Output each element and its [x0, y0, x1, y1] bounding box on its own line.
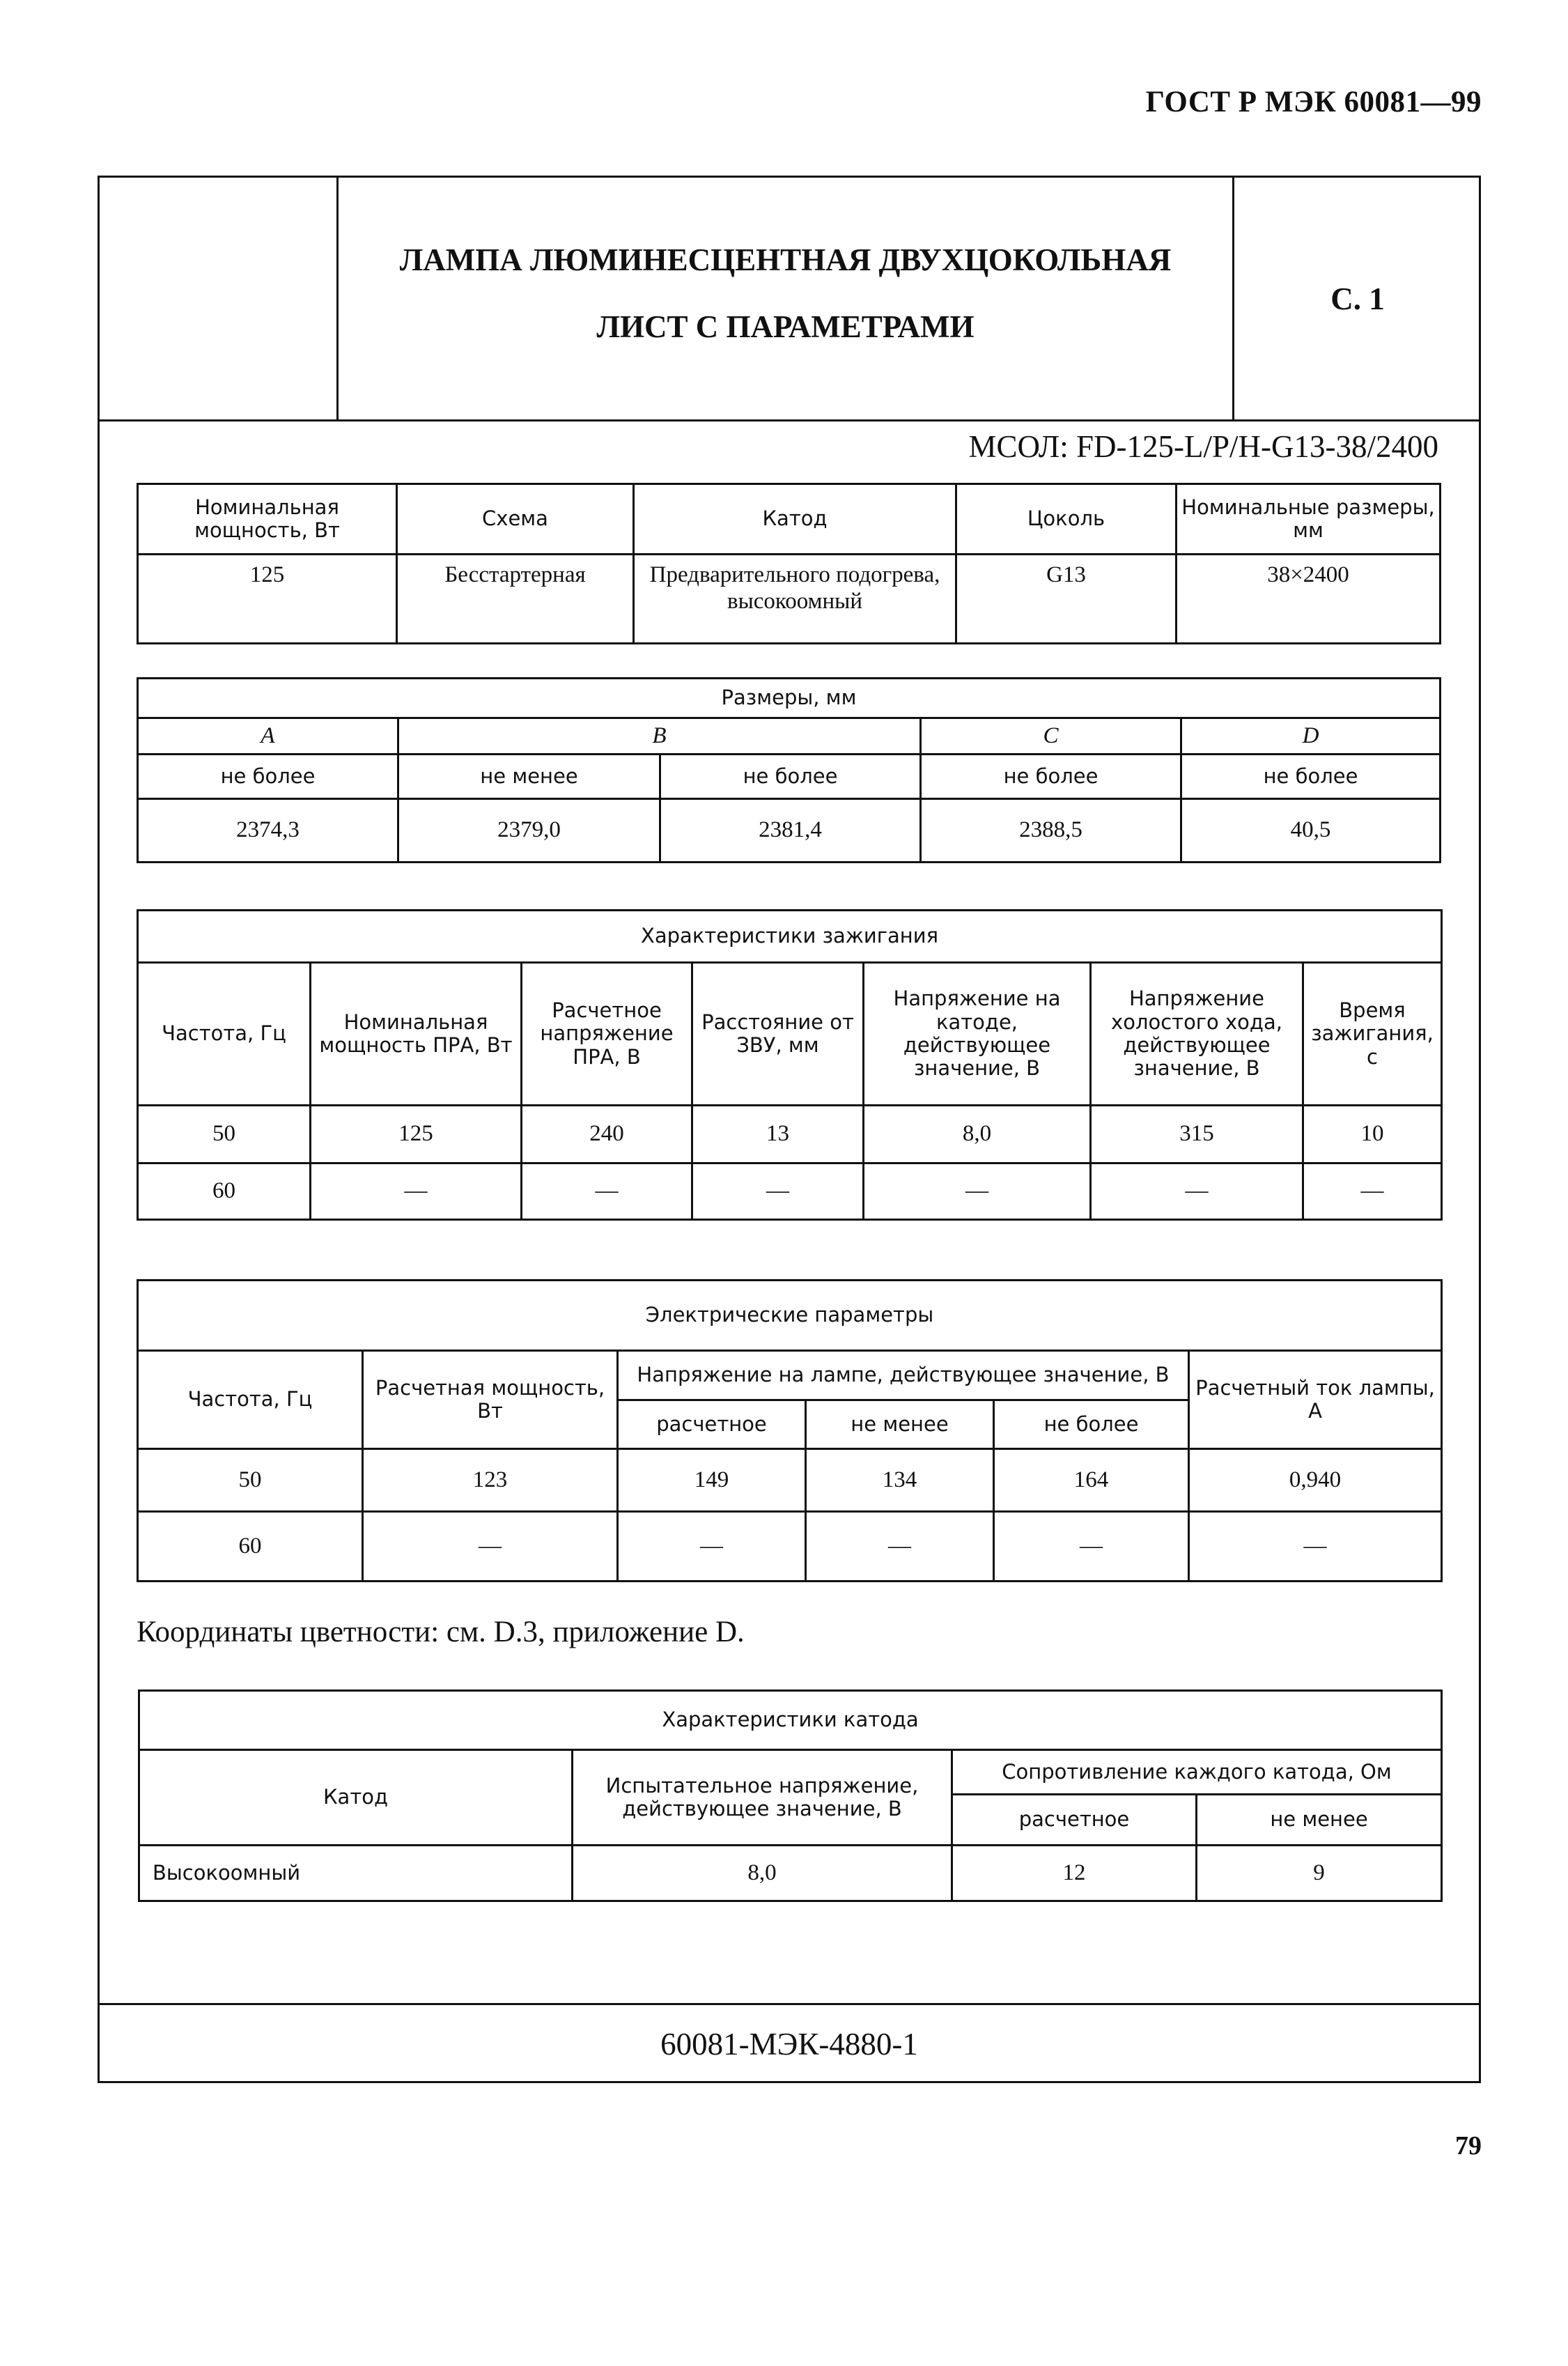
sheet-code-footer [100, 2003, 1479, 2083]
cathode-cell: 12 [952, 1846, 1197, 1901]
ignition-title: Характеристики зажигания [138, 911, 1442, 963]
electrical-cell: 0,940 [1189, 1449, 1442, 1512]
dim-limit: не более [921, 755, 1181, 799]
header-cap: Цоколь [956, 484, 1177, 555]
electrical-header-current: Расчетный ток лампы, А [1189, 1351, 1442, 1449]
dimensions-table [137, 677, 1441, 863]
dim-limit: не более [1181, 755, 1441, 799]
electrical-cell: — [618, 1512, 806, 1582]
ignition-table [137, 909, 1443, 1221]
electrical-header-frequency: Частота, Гц [138, 1351, 363, 1449]
cathode-subheader: расчетное [952, 1795, 1197, 1846]
dim-value: 2374,3 [138, 799, 398, 863]
dim-limit: не более [138, 755, 398, 799]
ignition-header: Расчетное напряжение ПРА, В [522, 963, 692, 1106]
electrical-subheader: не менее [806, 1400, 994, 1449]
electrical-cell: 50 [138, 1449, 363, 1512]
ignition-cell: — [692, 1163, 864, 1220]
ignition-header: Напряжение холостого хода, действующее значение, В [1091, 963, 1303, 1106]
sheet-title: ЛАМПА ЛЮМИНЕСЦЕНТНАЯ ДВУХЦОКОЛЬНАЯ [399, 242, 1172, 277]
dim-letter-c: C [921, 718, 1181, 755]
value-dimensions: 38×2400 [1177, 555, 1441, 644]
electrical-cell: 164 [994, 1449, 1189, 1512]
dimensions-title: Размеры, мм [138, 679, 1441, 718]
title-block [100, 178, 1479, 422]
cathode-cell: 9 [1197, 1846, 1442, 1901]
ignition-cell: — [1091, 1163, 1303, 1220]
ignition-cell: — [864, 1163, 1091, 1220]
chromaticity-note: Координаты цветности: см. D.3, приложение D. [137, 1616, 745, 1648]
electrical-cell: 149 [618, 1449, 806, 1512]
cathode-title: Характеристики катода [139, 1691, 1442, 1750]
dim-value: 2379,0 [398, 799, 660, 863]
ignition-cell: 8,0 [864, 1106, 1091, 1163]
page-number: 79 [1455, 2131, 1482, 2160]
ignition-header: Частота, Гц [138, 963, 311, 1106]
ignition-cell: 13 [692, 1106, 864, 1163]
electrical-cell: — [806, 1512, 994, 1582]
dim-limit: не более [660, 755, 921, 799]
electrical-header-power: Расчетная мощность, Вт [363, 1351, 618, 1449]
electrical-subheader: не более [994, 1400, 1189, 1449]
value-power: 125 [138, 555, 397, 644]
header-dimensions: Номинальные размеры, мм [1177, 484, 1441, 555]
ignition-cell: 125 [311, 1106, 522, 1163]
ignition-cell: — [1303, 1163, 1442, 1220]
dim-letter-a: A [138, 718, 398, 755]
cathode-subheader: не менее [1197, 1795, 1442, 1846]
ignition-cell: 240 [522, 1106, 692, 1163]
header-power: Номинальная мощность, Вт [138, 484, 397, 555]
ignition-header: Время зажигания, с [1303, 963, 1442, 1106]
lamp-designation: МСОЛ: FD-125-L/P/H-G13-38/2400 [968, 429, 1438, 464]
electrical-cell: — [363, 1512, 618, 1582]
title-left-cell [100, 178, 339, 419]
dim-letter-d: D [1181, 718, 1441, 755]
electrical-cell: 60 [138, 1512, 363, 1582]
sheet-page-label: С. 1 [1330, 281, 1385, 316]
cathode-header-resistance: Сопротивление каждого катода, Ом [952, 1750, 1442, 1795]
lamp-table [137, 483, 1441, 644]
cathode-table [138, 1690, 1443, 1902]
dim-value: 2388,5 [921, 799, 1181, 863]
dim-limit: не менее [398, 755, 660, 799]
ignition-cell: 315 [1091, 1106, 1303, 1163]
ignition-cell: — [522, 1163, 692, 1220]
value-scheme: Бесстартерная [397, 555, 634, 644]
ignition-cell: — [311, 1163, 522, 1220]
cathode-header-type: Катод [139, 1750, 573, 1846]
cathode-cell: Высокоомный [139, 1846, 573, 1901]
ignition-cell: 50 [138, 1106, 311, 1163]
title-center-cell [339, 178, 1234, 419]
electrical-cell: — [1189, 1512, 1442, 1582]
dim-value: 2381,4 [660, 799, 921, 863]
data-sheet-frame [98, 176, 1481, 2083]
electrical-cell: — [994, 1512, 1189, 1582]
ignition-cell: 10 [1303, 1106, 1442, 1163]
ignition-header: Номинальная мощность ПРА, Вт [311, 963, 522, 1106]
ignition-header: Расстояние от ЗВУ, мм [692, 963, 864, 1106]
header-scheme: Схема [397, 484, 634, 555]
cathode-header-test-voltage: Испытательное напряжение, действующее значение, В [573, 1750, 952, 1846]
electrical-cell: 134 [806, 1449, 994, 1512]
electrical-cell: 123 [363, 1449, 618, 1512]
cathode-cell: 8,0 [573, 1846, 952, 1901]
ignition-cell: 60 [138, 1163, 311, 1220]
value-cap: G13 [956, 555, 1177, 644]
electrical-subheader: расчетное [618, 1400, 806, 1449]
sheet-subtitle: ЛИСТ С ПАРАМЕТРАМИ [596, 309, 975, 344]
dim-value: 40,5 [1181, 799, 1441, 863]
electrical-table [137, 1279, 1443, 1582]
electrical-header-voltage: Напряжение на лампе, действующее значение, В [618, 1351, 1189, 1400]
ignition-header: Напряжение на катоде, действующее значение, В [864, 963, 1091, 1106]
standard-header: ГОСТ Р МЭК 60081—99 [1145, 86, 1482, 118]
electrical-title: Электрические параметры [138, 1281, 1442, 1351]
header-cathode: Катод [634, 484, 956, 555]
sheet-code: 60081-МЭК-4880-1 [660, 2027, 918, 2062]
value-cathode: Предварительного подогрева, высокоомный [634, 555, 956, 644]
dim-letter-b: B [398, 718, 921, 755]
